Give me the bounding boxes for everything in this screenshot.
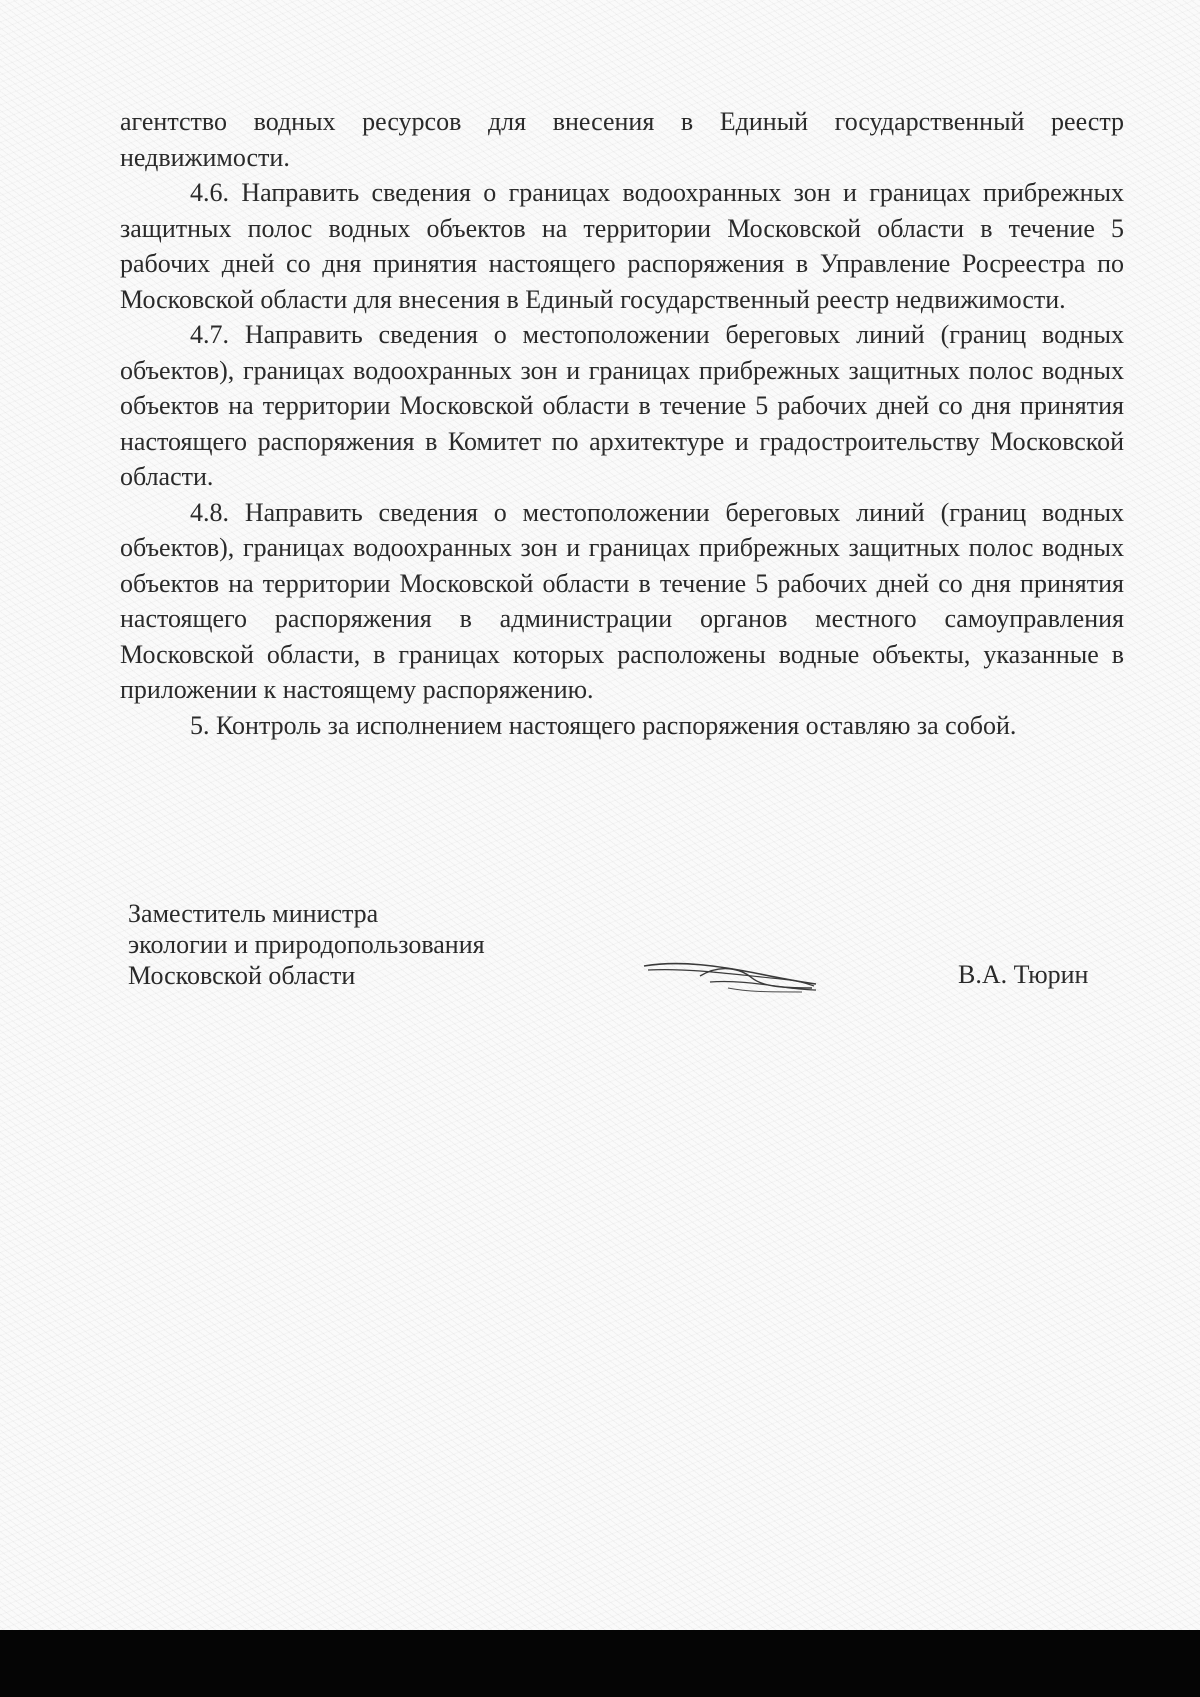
signer-title-line: Заместитель министра bbox=[128, 899, 379, 928]
signer-title bbox=[128, 898, 485, 991]
scan-bottom-edge bbox=[0, 1630, 1200, 1697]
document-body bbox=[120, 104, 1124, 743]
signer-title-line: экологии и природопользования bbox=[128, 930, 485, 959]
paragraph-4-7: 4.7. Направить сведения о местоположении береговых линий (границ водных объектов), границах водоохранных зон и границах прибрежных защитных полос водных объектов на территории Московской области в течение 5 рабочих дней со дня принятия настоящего распоряжения в Комитет по архитектуре и градостроительству Московской области. bbox=[120, 320, 1124, 491]
paragraph-4-8: 4.8. Направить сведения о местоположении береговых линий (границ водных объектов), границах водоохранных зон и границах прибрежных защитных полос водных объектов на территории Московской области в течение 5 рабочих дней со дня принятия настоящего распоряжения в администрации органов местного самоуправления Московской области, в границах которых расположены водные объекты, указанные в приложении к настоящему распоряжению. bbox=[120, 497, 1124, 704]
handwritten-signature bbox=[640, 954, 820, 998]
paragraph-5: 5. Контроль за исполнением настоящего распоряжения оставляю за собой. bbox=[190, 710, 1017, 740]
paragraph-continuation: агентство водных ресурсов для внесения в Единый государственный реестр недвижимости. bbox=[120, 107, 1124, 172]
paragraph-4-6: 4.6. Направить сведения о границах водоохранных зон и границах прибрежных защитных полос водных объектов на территории Московской области в течение 5 рабочих дней со дня принятия настоящего распоряжения в Управление Росреестра по Московской области для внесения в Единый государственный реестр недвижимости. bbox=[120, 178, 1124, 314]
signer-name: В.А. Тюрин bbox=[958, 960, 1089, 989]
signer-title-line: Московской области bbox=[128, 961, 356, 990]
signature-block bbox=[128, 898, 1128, 1008]
